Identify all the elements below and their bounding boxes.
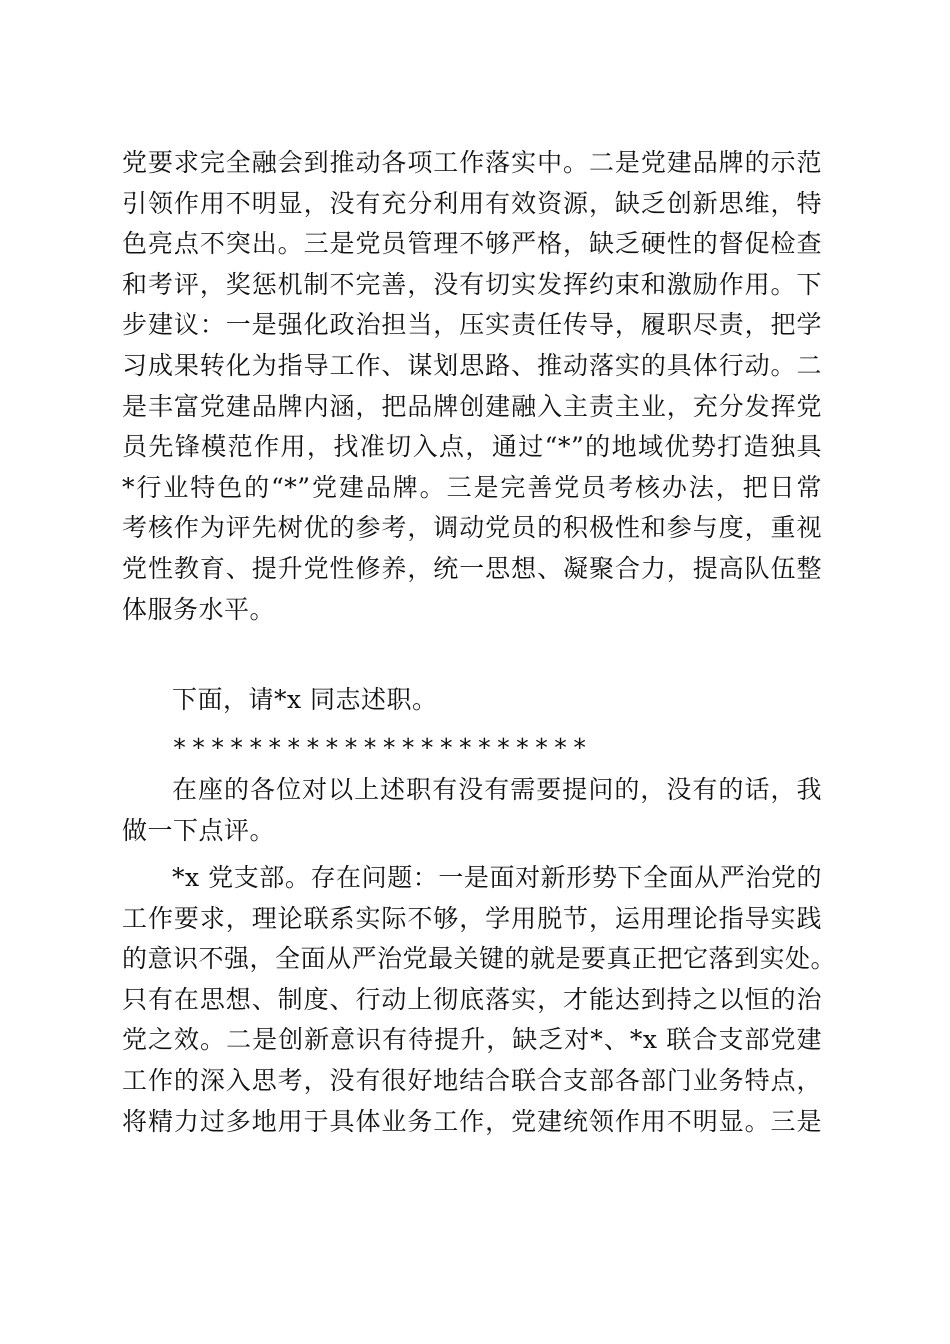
text-line: *行业特色的“*”党建品牌。三是完善党员考核办法，把日常 (122, 472, 822, 502)
text-line: 党性教育、提升党性修养，统一思想、凝聚合力，提高队伍整 (122, 553, 822, 583)
text-line: 在座的各位对以上述职有没有需要提问的，没有的话，我 (172, 775, 822, 804)
text-line: 将精力过多地用于具体业务工作，党建统领作用不明显。三是 (122, 1106, 822, 1136)
paragraph-problems-and-suggestions (122, 143, 822, 630)
text-line: 做一下点评。 (122, 815, 276, 845)
text-line: 的意识不强，全面从严治党最关键的就是要真正把它落到实处。 (122, 944, 837, 974)
text-line: 党之效。二是创新意识有待提升，缺乏对*、*x 联合支部党建 (122, 1025, 822, 1055)
text-line: 工作的深入思考，没有很好地结合联合支部各部门业务特点， (122, 1065, 822, 1095)
text-line: 考核作为评先树优的参考，调动党员的积极性和参与度，重视 (122, 513, 822, 543)
text-line: 习成果转化为指导工作、谋划思路、推动落实的具体行动。二 (122, 350, 822, 380)
section-separator: ********************** (172, 733, 592, 762)
text-line: 员先锋模范作用，找准切入点，通过“*”的地域优势打造独具 (122, 432, 822, 462)
text-line: *x 党支部。存在问题：一是面对新形势下全面从严治党的 (172, 863, 822, 892)
text-line: 是丰富党建品牌内涵，把品牌创建融入主责主业，充分发挥党 (122, 391, 822, 421)
text-line: 引领作用不明显，没有充分利用有效资源，缺乏创新思维，特 (122, 188, 822, 218)
text-line: 只有在思想、制度、行动上彻底落实，才能达到持之以恒的治 (122, 984, 822, 1014)
text-line: 下面，请*x 同志述职。 (172, 685, 438, 714)
paragraph-questions (122, 770, 822, 851)
paragraph-branch-review (122, 858, 837, 1142)
text-line: 色亮点不突出。三是党员管理不够严格，缺乏硬性的督促检查 (122, 229, 822, 259)
text-line: 步建议：一是强化政治担当，压实责任传导，履职尽责，把学 (122, 310, 822, 340)
text-line: 党要求完全融会到推动各项工作落实中。二是党建品牌的示范 (122, 148, 822, 177)
text-line: 工作要求，理论联系实际不够，学用脱节，运用理论指导实践 (122, 903, 822, 933)
text-line: 体服务水平。 (122, 594, 276, 624)
paragraph-next-speaker (122, 680, 822, 721)
text-line: 和考评，奖惩机制不完善，没有切实发挥约束和激励作用。下 (122, 269, 822, 299)
